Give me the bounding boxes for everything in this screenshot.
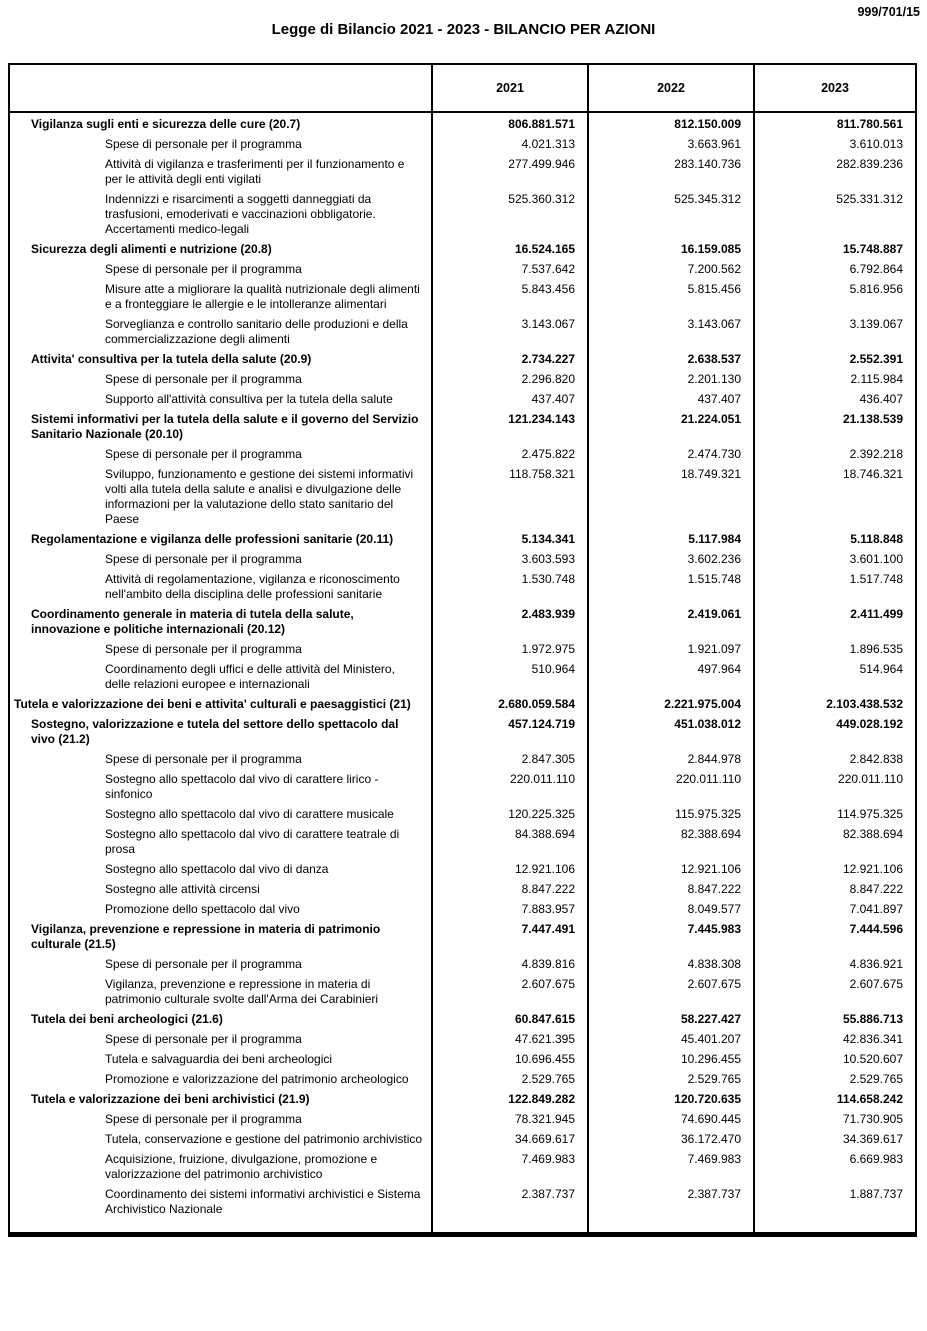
row-label: Spese di personale per il programma [105,1112,302,1126]
table-header-row [10,65,915,113]
row-value-2023: 15.748.887 [753,238,915,258]
row-value-2023: 2.392.218 [753,443,915,463]
row-value-2021: 2.296.820 [431,368,587,388]
row-value-2023: 55.886.713 [753,1008,915,1028]
row-value-2021: 120.225.325 [431,803,587,823]
row-value-2021: 7.469.983 [431,1148,587,1183]
table-bottom-spacer [10,1218,915,1232]
row-value-2023: 1.887.737 [753,1183,915,1218]
row-label: Sostegno allo spettacolo dal vivo di danza [105,862,329,876]
row-label: Tutela e valorizzazione dei beni e attivita' culturali e paesaggistici (21) [14,697,411,711]
row-label: Attività di vigilanza e trasferimenti per il funzionamento e per le attività degli enti vigilati [105,157,405,186]
year-column-header-2021: 2021 [431,65,587,111]
row-value-2021: 8.847.222 [431,878,587,898]
row-value-2021: 2.847.305 [431,748,587,768]
table-row [10,368,915,388]
table-row [10,348,915,368]
row-value-2023: 21.138.539 [753,408,915,443]
row-value-2021: 7.447.491 [431,918,587,953]
row-value-2022: 2.529.765 [587,1068,753,1088]
table-row [10,1048,915,1068]
row-value-2022: 36.172.470 [587,1128,753,1148]
table-body [10,113,915,1218]
row-label: Sostegno, valorizzazione e tutela del settore dello spettacolo dal vivo (21.2) [31,717,399,746]
row-value-2021: 10.696.455 [431,1048,587,1068]
row-label: Tutela dei beni archeologici (21.6) [31,1012,223,1026]
table-row [10,693,915,713]
row-value-2022: 812.150.009 [587,113,753,133]
row-value-2022: 525.345.312 [587,188,753,238]
row-label: Promozione dello spettacolo dal vivo [105,902,300,916]
row-value-2021: 16.524.165 [431,238,587,258]
table-row [10,1108,915,1128]
row-value-2021: 121.234.143 [431,408,587,443]
row-value-2021: 457.124.719 [431,713,587,748]
budget-table [8,63,917,1237]
row-label: Spese di personale per il programma [105,262,302,276]
table-row [10,443,915,463]
table-row [10,953,915,973]
row-label: Coordinamento generale in materia di tutela della salute, innovazione e politiche internazionali (20.12) [31,607,354,636]
row-value-2023: 3.601.100 [753,548,915,568]
row-value-2023: 18.746.321 [753,463,915,528]
row-label: Coordinamento degli uffici e delle attività del Ministero, delle relazioni europee e internazionali [105,662,395,691]
row-value-2022: 2.419.061 [587,603,753,638]
table-row [10,878,915,898]
document-reference: 999/701/15 [857,5,920,19]
row-label: Tutela e valorizzazione dei beni archivistici (21.9) [31,1092,310,1106]
row-value-2023: 4.836.921 [753,953,915,973]
row-label: Sostegno allo spettacolo dal vivo di carattere musicale [105,807,394,821]
row-value-2023: 282.839.236 [753,153,915,188]
row-label: Vigilanza, prevenzione e repressione in materia di patrimonio culturale svolte dall'Arma dei Carabinieri [105,977,379,1006]
year-column-header-2023: 2023 [753,65,915,111]
table-row [10,768,915,803]
row-value-2021: 2.387.737 [431,1183,587,1218]
row-value-2023: 71.730.905 [753,1108,915,1128]
row-label: Spese di personale per il programma [105,957,302,971]
row-value-2023: 2.842.838 [753,748,915,768]
row-value-2023: 34.369.617 [753,1128,915,1148]
row-value-2021: 78.321.945 [431,1108,587,1128]
row-label: Attività di regolamentazione, vigilanza e riconoscimento nell'ambito della disciplina delle professioni sanitarie [105,572,400,601]
row-value-2022: 16.159.085 [587,238,753,258]
row-value-2022: 2.607.675 [587,973,753,1008]
table-row [10,1008,915,1028]
row-label: Sistemi informativi per la tutela della salute e il governo del Servizio Sanitario Nazionale (20.10) [31,412,419,441]
row-label: Tutela e salvaguardia dei beni archeologici [105,1052,333,1066]
table-row [10,603,915,638]
row-value-2021: 118.758.321 [431,463,587,528]
table-row [10,528,915,548]
row-value-2023: 2.103.438.532 [753,693,915,713]
row-label: Vigilanza, prevenzione e repressione in materia di patrimonio culturale (21.5) [31,922,381,951]
table-row [10,238,915,258]
table-row [10,898,915,918]
row-value-2021: 2.529.765 [431,1068,587,1088]
row-value-2022: 3.602.236 [587,548,753,568]
row-value-2023: 7.444.596 [753,918,915,953]
row-value-2022: 4.838.308 [587,953,753,973]
row-label: Spese di personale per il programma [105,752,302,766]
row-value-2022: 1.921.097 [587,638,753,658]
row-value-2021: 2.475.822 [431,443,587,463]
row-value-2022: 58.227.427 [587,1008,753,1028]
row-label: Tutela, conservazione e gestione del patrimonio archivistico [105,1132,423,1146]
row-label: Misure atte a migliorare la qualità nutrizionale degli alimenti e a fronteggiare le allergie e le intolleranze alimentari [105,282,420,311]
row-value-2023: 12.921.106 [753,858,915,878]
row-value-2023: 1.896.535 [753,638,915,658]
table-row [10,258,915,278]
row-value-2023: 525.331.312 [753,188,915,238]
table-row [10,1028,915,1048]
row-label: Spese di personale per il programma [105,447,302,461]
table-row [10,713,915,748]
row-value-2021: 7.537.642 [431,258,587,278]
row-value-2021: 806.881.571 [431,113,587,133]
row-value-2023: 2.529.765 [753,1068,915,1088]
table-row [10,803,915,823]
row-value-2023: 2.411.499 [753,603,915,638]
row-value-2022: 8.049.577 [587,898,753,918]
row-value-2021: 2.680.059.584 [431,693,587,713]
row-value-2023: 811.780.561 [753,113,915,133]
row-value-2021: 1.530.748 [431,568,587,603]
row-value-2022: 5.815.456 [587,278,753,313]
row-value-2022: 120.720.635 [587,1088,753,1108]
row-value-2022: 7.469.983 [587,1148,753,1183]
row-value-2022: 8.847.222 [587,878,753,898]
row-value-2022: 2.638.537 [587,348,753,368]
row-value-2023: 3.139.067 [753,313,915,348]
row-value-2023: 3.610.013 [753,133,915,153]
row-value-2021: 3.143.067 [431,313,587,348]
row-value-2023: 6.792.864 [753,258,915,278]
row-value-2022: 3.663.961 [587,133,753,153]
row-value-2022: 45.401.207 [587,1028,753,1048]
row-value-2021: 5.843.456 [431,278,587,313]
row-value-2021: 4.021.313 [431,133,587,153]
row-value-2022: 115.975.325 [587,803,753,823]
row-value-2023: 1.517.748 [753,568,915,603]
table-row [10,408,915,443]
table-row [10,153,915,188]
row-value-2023: 436.407 [753,388,915,408]
table-row [10,388,915,408]
row-label: Spese di personale per il programma [105,372,302,386]
row-value-2022: 497.964 [587,658,753,693]
row-value-2021: 220.011.110 [431,768,587,803]
row-value-2022: 1.515.748 [587,568,753,603]
row-value-2021: 47.621.395 [431,1028,587,1048]
row-value-2023: 449.028.192 [753,713,915,748]
row-value-2021: 3.603.593 [431,548,587,568]
row-value-2021: 510.964 [431,658,587,693]
row-label: Sicurezza degli alimenti e nutrizione (20.8) [31,242,272,256]
table-row [10,1128,915,1148]
row-value-2021: 4.839.816 [431,953,587,973]
row-label: Supporto all'attività consultiva per la tutela della salute [105,392,393,406]
row-value-2022: 7.200.562 [587,258,753,278]
row-value-2023: 7.041.897 [753,898,915,918]
row-value-2023: 114.658.242 [753,1088,915,1108]
row-value-2021: 525.360.312 [431,188,587,238]
table-row [10,858,915,878]
table-row [10,823,915,858]
row-value-2022: 2.844.978 [587,748,753,768]
row-value-2021: 2.607.675 [431,973,587,1008]
row-label: Sviluppo, funzionamento e gestione dei sistemi informativi volti alla tutela della salute e analisi e divulgazione delle informazioni per la valutazione dello stato sanitario del Paese [105,467,414,526]
row-value-2023: 42.836.341 [753,1028,915,1048]
row-value-2021: 122.849.282 [431,1088,587,1108]
row-value-2023: 114.975.325 [753,803,915,823]
row-value-2022: 5.117.984 [587,528,753,548]
table-row [10,568,915,603]
row-label: Acquisizione, fruizione, divulgazione, promozione e valorizzazione del patrimonio archivistico [105,1152,378,1181]
row-value-2021: 84.388.694 [431,823,587,858]
row-label: Attivita' consultiva per la tutela della salute (20.9) [31,352,312,366]
row-value-2021: 34.669.617 [431,1128,587,1148]
row-value-2022: 2.387.737 [587,1183,753,1218]
row-value-2021: 437.407 [431,388,587,408]
row-value-2023: 5.118.848 [753,528,915,548]
row-value-2022: 220.011.110 [587,768,753,803]
row-label: Sostegno allo spettacolo dal vivo di carattere lirico - sinfonico [105,772,379,801]
table-row [10,133,915,153]
page-title: Legge di Bilancio 2021 - 2023 - BILANCIO PER AZIONI [271,21,656,38]
row-value-2022: 10.296.455 [587,1048,753,1068]
row-value-2021: 277.499.946 [431,153,587,188]
row-value-2022: 2.474.730 [587,443,753,463]
row-label: Regolamentazione e vigilanza delle professioni sanitarie (20.11) [31,532,394,546]
row-value-2023: 2.115.984 [753,368,915,388]
table-row [10,1183,915,1218]
row-value-2022: 7.445.983 [587,918,753,953]
row-label: Spese di personale per il programma [105,1032,302,1046]
row-value-2023: 8.847.222 [753,878,915,898]
table-row [10,658,915,693]
row-value-2022: 451.038.012 [587,713,753,748]
row-value-2021: 1.972.975 [431,638,587,658]
row-value-2022: 2.201.130 [587,368,753,388]
table-row [10,548,915,568]
row-value-2021: 60.847.615 [431,1008,587,1028]
row-value-2021: 12.921.106 [431,858,587,878]
table-row [10,1088,915,1108]
row-value-2021: 2.483.939 [431,603,587,638]
row-label: Promozione e valorizzazione del patrimonio archeologico [105,1072,409,1086]
row-label: Sorveglianza e controllo sanitario delle produzioni e della commercializzazione degli alimenti [105,317,408,346]
table-row [10,278,915,313]
table-row [10,1068,915,1088]
table-row [10,918,915,953]
row-value-2021: 5.134.341 [431,528,587,548]
row-value-2022: 283.140.736 [587,153,753,188]
row-label: Indennizzi e risarcimenti a soggetti danneggiati da trasfusioni, emoderivati e vaccinazioni obbligatorie. Accertamenti medico-legali [105,192,376,236]
row-value-2022: 21.224.051 [587,408,753,443]
table-row [10,313,915,348]
row-label: Spese di personale per il programma [105,642,302,656]
row-label: Spese di personale per il programma [105,552,302,566]
row-value-2023: 82.388.694 [753,823,915,858]
label-column-header [10,65,431,111]
table-row [10,113,915,133]
row-value-2022: 12.921.106 [587,858,753,878]
row-value-2023: 10.520.607 [753,1048,915,1068]
row-value-2022: 74.690.445 [587,1108,753,1128]
row-value-2022: 2.221.975.004 [587,693,753,713]
row-value-2021: 2.734.227 [431,348,587,368]
table-row [10,748,915,768]
row-label: Coordinamento dei sistemi informativi archivistici e Sistema Archivistico Nazionale [105,1187,421,1216]
table-row [10,1148,915,1183]
table-row [10,973,915,1008]
row-value-2023: 514.964 [753,658,915,693]
row-value-2023: 6.669.983 [753,1148,915,1183]
row-value-2023: 5.816.956 [753,278,915,313]
row-value-2022: 3.143.067 [587,313,753,348]
row-value-2022: 437.407 [587,388,753,408]
row-value-2023: 2.607.675 [753,973,915,1008]
row-value-2022: 18.749.321 [587,463,753,528]
row-value-2022: 82.388.694 [587,823,753,858]
row-label: Sostegno alle attività circensi [105,882,260,896]
row-value-2023: 2.552.391 [753,348,915,368]
table-row [10,188,915,238]
row-label: Vigilanza sugli enti e sicurezza delle cure (20.7) [31,117,301,131]
row-label: Sostegno allo spettacolo dal vivo di carattere teatrale di prosa [105,827,400,856]
table-row [10,463,915,528]
row-value-2021: 7.883.957 [431,898,587,918]
table-row [10,638,915,658]
row-value-2023: 220.011.110 [753,768,915,803]
row-label: Spese di personale per il programma [105,137,302,151]
year-column-header-2022: 2022 [587,65,753,111]
